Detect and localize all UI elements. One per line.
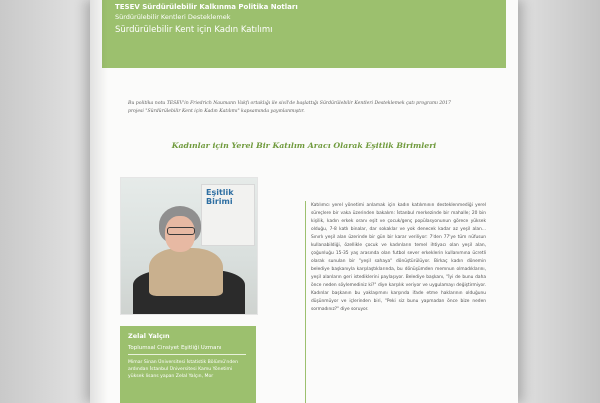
author-profile-box <box>120 326 256 403</box>
profile-divider <box>128 354 246 355</box>
author-name: Zelal Yalçın <box>128 332 170 340</box>
author-bio: Mimar Sinan Üniversitesi İstatistik Bölümü'nden ardından İstanbul Üniversitesi Kamu Yönetimi yüksek lisans yapan Zelal Yalçın, Mor <box>128 360 238 380</box>
sign-text: Eşitlik Birimi <box>206 188 234 206</box>
document-title: Sürdürülebilir Kent için Kadın Katılımı <box>115 25 273 35</box>
header-banner <box>102 0 506 68</box>
intro-text: Bu politika notu TESEV'in Friedrich Naumann Vakfı ortaklığı ile sivil'de başlattığı Sürdürülebilir Kentleri Desteklemek çatı programı 2017 projesi "Sürdürülebilir Kent için Kadın Katılımı" kapsamında yayınlanmıştır. <box>128 101 451 114</box>
author-title: Toplumsal Cinsiyet Eşitliği Uzmanı <box>128 345 222 351</box>
photo-figure-glasses <box>167 227 195 235</box>
author-photo <box>120 177 258 315</box>
document-page <box>90 0 518 403</box>
photo-figure-scarf <box>149 248 223 296</box>
section-title: Kadınlar için Yerel Bir Katılım Aracı Olarak Eşitlik Birimleri <box>171 141 437 150</box>
article-body: Katılımcı yerel yönetimi anlamak için kadın katılımının desteklenmediği yerel süreçlere bir vaka üzerinden bakalım: İstanbul merkezinde bir mahalle; 20 bin kişilik, kadın erkek oranı eşit ve çocuk/genç popülasyonunun görece yüksek olduğu, 7-8 katlı binalar, dar sokaklar ve yok denecek kadar az yeşil alan... Sınırlı yeşil alan üzerinde bir gün bir karar veriliyor: 7'den 77'ye tüm nüfusun kullanabildiği, özellikle çocuk ve kadınların temel ihtiyacı olan yeşil alan, çoğunluğu 15-35 yaş arasında olan futbol sever erkeklerin kullanımına ücretli olarak sunulan bir "yeşil sahaya" dönüştürülüyor. Birkaç kadın dönemin belediye başkanıyla karşılaştıklarında, bu dönüşümden memnun olmadıklarını, yeşil alanların geri istediklerini paylaşıyor. Belediye başkanı, "İyi de bunu daha önce neden söylemediniz ki?" diye karşılık veriyor ve uygulamayı değiştirmiyor. Kadınlar başkanın bu yaklaşımını karşında ifade etme haklarının olduğunu düşünmüyor ve içlerinden biri, "Peki siz bunu yapmadan önce bize neden sormadınız?" diye soruyor. <box>311 203 486 312</box>
program-title: Sürdürülebilir Kentleri Desteklemek <box>115 13 231 21</box>
column-divider <box>305 201 306 403</box>
series-title: TESEV Sürdürülebilir Kalkınma Politika Notları <box>115 3 298 11</box>
equality-unit-sign <box>201 184 255 246</box>
